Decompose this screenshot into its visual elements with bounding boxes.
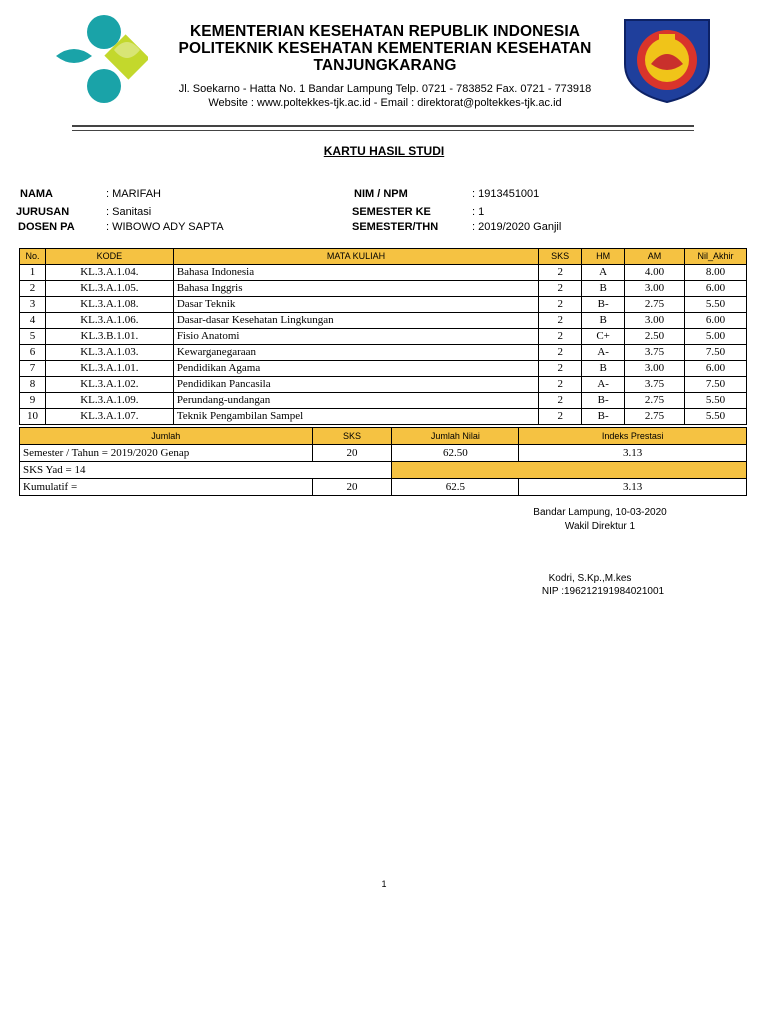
- summary-header-jumlah-nilai: Jumlah Nilai: [392, 428, 519, 445]
- cell-sks: 2: [539, 297, 582, 313]
- cell-mata-kuliah: Dasar Teknik: [173, 297, 538, 313]
- semester-ip: 3.13: [519, 445, 747, 462]
- cell-no: 10: [20, 409, 46, 425]
- signature-place-date: Bandar Lampung, 10-03-2020: [533, 507, 667, 518]
- cell-mata-kuliah: Pendidikan Agama: [173, 361, 538, 377]
- table-row: [20, 329, 747, 345]
- cell-no: 6: [20, 345, 46, 361]
- cell-am: 2.75: [625, 297, 685, 313]
- header-address: Jl. Soekarno - Hatta No. 1 Bandar Lampung Telp. 0721 - 783852 Fax. 0721 - 773918: [178, 83, 592, 95]
- dosen-value: : WIBOWO ADY SAPTA: [106, 221, 224, 233]
- cell-sks: 2: [539, 313, 582, 329]
- page-number: 1: [381, 879, 387, 889]
- kumulatif-jumlah-nilai: 62.5: [392, 479, 519, 496]
- cell-hm: B-: [582, 297, 625, 313]
- cell-hm: B: [582, 281, 625, 297]
- cell-nil-akhir: 5.50: [685, 297, 747, 313]
- summary-header-ip: Indeks Prestasi: [519, 428, 747, 445]
- cell-am: 2.75: [625, 409, 685, 425]
- cell-sks: 2: [539, 377, 582, 393]
- cell-mata-kuliah: Kewarganegaraan: [173, 345, 538, 361]
- cell-no: 4: [20, 313, 46, 329]
- cell-kode: KL.3.A.1.06.: [45, 313, 173, 329]
- cell-kode: KL.3.A.1.01.: [45, 361, 173, 377]
- document-title: KARTU HASIL STUDI: [323, 144, 445, 158]
- table-row: [20, 297, 747, 313]
- semester-value: : 1: [472, 206, 485, 218]
- cell-sks: 2: [539, 361, 582, 377]
- cell-am: 3.00: [625, 361, 685, 377]
- semester-thn-value: : 2019/2020 Ganjil: [472, 221, 562, 233]
- summary-sks-yad-row: [20, 462, 747, 479]
- cell-mata-kuliah: Fisio Anatomi: [173, 329, 538, 345]
- summary-header-row: [20, 428, 747, 445]
- cell-am: 3.75: [625, 377, 685, 393]
- cell-mata-kuliah: Bahasa Indonesia: [173, 265, 538, 281]
- cell-kode: KL.3.B.1.01.: [45, 329, 173, 345]
- cell-hm: B: [582, 313, 625, 329]
- table-row: [20, 361, 747, 377]
- cell-sks: 2: [539, 393, 582, 409]
- cell-sks: 2: [539, 409, 582, 425]
- cell-hm: A-: [582, 377, 625, 393]
- sks-yad-fill: [392, 462, 747, 479]
- col-header-kode: KODE: [45, 249, 173, 265]
- sks-yad: SKS Yad = 14: [20, 462, 392, 479]
- header-divider-thin: [72, 130, 694, 131]
- kumulatif-label: Kumulatif =: [20, 479, 313, 496]
- cell-am: 3.75: [625, 345, 685, 361]
- jurusan-label: JURUSAN: [16, 206, 70, 218]
- table-row: [20, 377, 747, 393]
- cell-mata-kuliah: Pendidikan Pancasila: [173, 377, 538, 393]
- cell-nil-akhir: 6.00: [685, 281, 747, 297]
- semester-label: Semester / Tahun = 2019/2020 Genap: [20, 445, 313, 462]
- summary-table: [19, 427, 747, 496]
- summary-header-jumlah: Jumlah: [20, 428, 313, 445]
- signature-name: Kodri, S.Kp.,M.kes: [548, 573, 632, 584]
- summary-header-sks: SKS: [312, 428, 392, 445]
- table-row: [20, 265, 747, 281]
- dosen-label: DOSEN PA: [18, 221, 75, 233]
- cell-kode: KL.3.A.1.05.: [45, 281, 173, 297]
- cell-mata-kuliah: Dasar-dasar Kesehatan Lingkungan: [173, 313, 538, 329]
- cell-nil-akhir: 8.00: [685, 265, 747, 281]
- nama-value: : MARIFAH: [106, 188, 162, 200]
- table-row: [20, 281, 747, 297]
- cell-kode: KL.3.A.1.04.: [45, 265, 173, 281]
- course-table: [19, 248, 747, 425]
- header-city: TANJUNGKARANG: [313, 57, 457, 74]
- cell-hm: C+: [582, 329, 625, 345]
- col-header-hm: HM: [582, 249, 625, 265]
- cell-nil-akhir: 6.00: [685, 361, 747, 377]
- cell-hm: A: [582, 265, 625, 281]
- cell-kode: KL.3.A.1.07.: [45, 409, 173, 425]
- jurusan-value: : Sanitasi: [106, 206, 152, 218]
- cell-hm: B: [582, 361, 625, 377]
- table-row: [20, 409, 747, 425]
- cell-kode: KL.3.A.1.08.: [45, 297, 173, 313]
- cell-sks: 2: [539, 265, 582, 281]
- table-row: [20, 313, 747, 329]
- cell-am: 2.50: [625, 329, 685, 345]
- cell-no: 1: [20, 265, 46, 281]
- cell-mata-kuliah: Perundang-undangan: [173, 393, 538, 409]
- semester-jumlah-nilai: 62.50: [392, 445, 519, 462]
- cell-mata-kuliah: Teknik Pengambilan Sampel: [173, 409, 538, 425]
- cell-no: 5: [20, 329, 46, 345]
- cell-nil-akhir: 5.50: [685, 393, 747, 409]
- col-header-nil-akhir: Nil_Akhir: [685, 249, 747, 265]
- cell-kode: KL.3.A.1.09.: [45, 393, 173, 409]
- cell-am: 3.00: [625, 313, 685, 329]
- col-header-sks: SKS: [539, 249, 582, 265]
- cell-am: 2.75: [625, 393, 685, 409]
- summary-kumulatif-row: [20, 479, 747, 496]
- nama-label: NAMA: [20, 188, 53, 200]
- header-ministry: KEMENTERIAN KESEHATAN REPUBLIK INDONESIA: [189, 23, 581, 40]
- semester-label: SEMESTER KE: [352, 206, 431, 218]
- signature-role: Wakil Direktur 1: [564, 521, 636, 532]
- cell-no: 7: [20, 361, 46, 377]
- cell-am: 3.00: [625, 281, 685, 297]
- lampung-emblem: [621, 14, 713, 104]
- cell-sks: 2: [539, 329, 582, 345]
- cell-nil-akhir: 5.50: [685, 409, 747, 425]
- kumulatif-ip: 3.13: [519, 479, 747, 496]
- cell-am: 4.00: [625, 265, 685, 281]
- semester-sks: 20: [312, 445, 392, 462]
- col-header-no: No.: [20, 249, 46, 265]
- nim-value: : 1913451001: [472, 188, 540, 200]
- semester-thn-label: SEMESTER/THN: [352, 221, 439, 233]
- header-contact: Website : www.poltekkes-tjk.ac.id - Email : direktorat@poltekkes-tjk.ac.id: [208, 97, 562, 109]
- cell-nil-akhir: 6.00: [685, 313, 747, 329]
- cell-hm: B-: [582, 393, 625, 409]
- kumulatif-sks: 20: [312, 479, 392, 496]
- table-row: [20, 345, 747, 361]
- cell-kode: KL.3.A.1.03.: [45, 345, 173, 361]
- cell-nil-akhir: 5.00: [685, 329, 747, 345]
- cell-nil-akhir: 7.50: [685, 345, 747, 361]
- nim-label: NIM / NPM: [354, 188, 408, 200]
- signature-nip: NIP :196212191984021001: [541, 586, 665, 597]
- header-institution: POLITEKNIK KESEHATAN KEMENTERIAN KESEHATAN: [178, 40, 592, 57]
- cell-kode: KL.3.A.1.02.: [45, 377, 173, 393]
- table-row: [20, 393, 747, 409]
- cell-sks: 2: [539, 281, 582, 297]
- cell-nil-akhir: 7.50: [685, 377, 747, 393]
- table-header-row: [20, 249, 747, 265]
- cell-mata-kuliah: Bahasa Inggris: [173, 281, 538, 297]
- col-header-mata-kuliah: MATA KULIAH: [173, 249, 538, 265]
- col-header-am: AM: [625, 249, 685, 265]
- cell-no: 8: [20, 377, 46, 393]
- cell-hm: A-: [582, 345, 625, 361]
- cell-sks: 2: [539, 345, 582, 361]
- header-divider-thick: [72, 125, 694, 127]
- cell-no: 2: [20, 281, 46, 297]
- kemenkes-logo: [52, 14, 148, 104]
- summary-semester-row: [20, 445, 747, 462]
- cell-no: 9: [20, 393, 46, 409]
- cell-no: 3: [20, 297, 46, 313]
- cell-hm: B-: [582, 409, 625, 425]
